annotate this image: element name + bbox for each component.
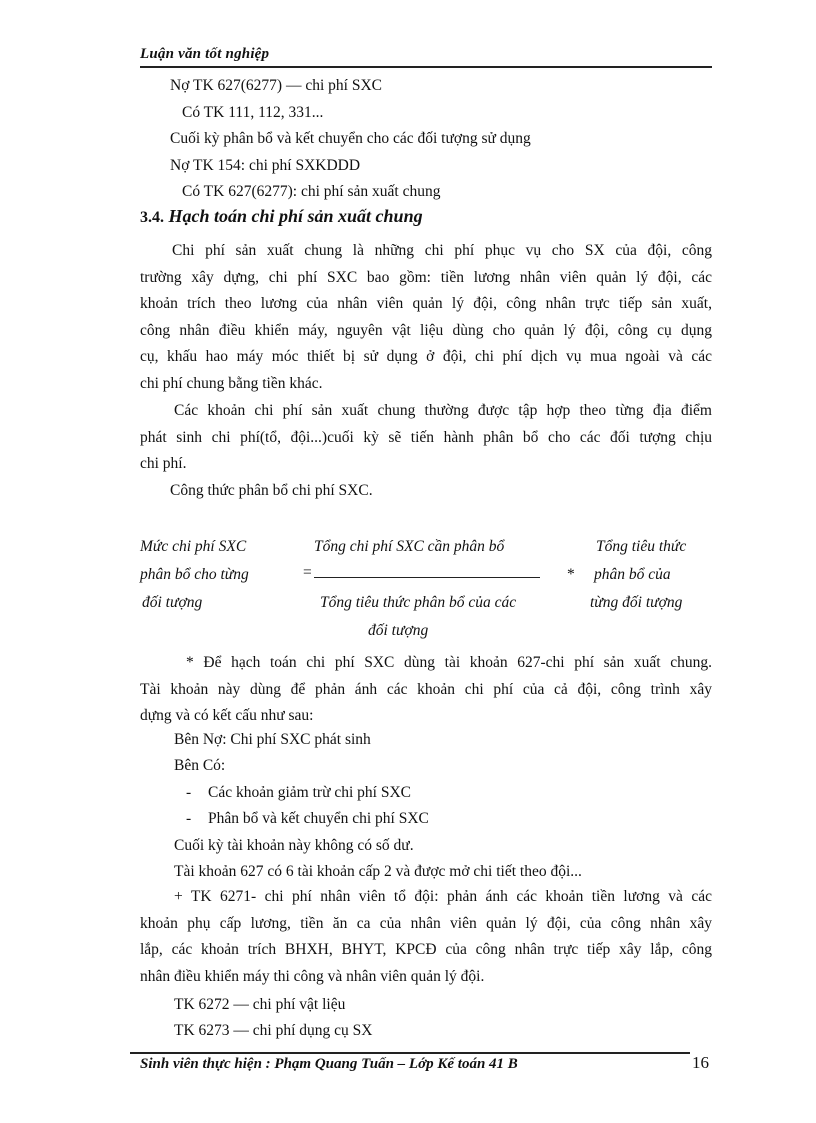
entry-credit-111: Có TK 111, 112, 331... (182, 104, 324, 121)
paragraph-2-line: Các khoản chi phí sản xuất chung thường được tập hợp theo từng địa điểm (174, 402, 712, 419)
section-heading (140, 206, 423, 227)
paragraph-1 (140, 238, 712, 397)
fraction-bar (314, 577, 540, 578)
tk6273-line: TK 6273 — chi phí dụng cụ SX (174, 1022, 373, 1039)
paragraph-4-line: dựng và có kết cấu như sau: (140, 707, 314, 724)
header-title: Luận văn tốt nghiệp (140, 46, 270, 62)
page-number: 16 (692, 1053, 709, 1072)
end-balance-note: Cuối kỳ tài khoản này không có số dư. (174, 837, 414, 854)
paragraph-5-line: nhân điều khiển máy thi công và nhân viên quản lý đội. (140, 967, 485, 985)
paragraph-4-line: * Để hạch toán chi phí SXC dùng tài khoản 627-chi phí sản xuất chung. (186, 654, 712, 671)
formula-intro: Công thức phân bổ chi phí SXC. (170, 482, 373, 499)
formula-denominator-line-1: Tổng tiêu thức phân bổ của các (320, 594, 517, 611)
paragraph-1-line: Chi phí sản xuất chung là những chi phí phục vụ cho SX của đội, công (172, 242, 712, 259)
entry-credit-6277: Có TK 627(6277): chi phí sản xuất chung (182, 183, 441, 200)
formula-right-line-1: Tổng tiêu thức (596, 538, 687, 555)
formula-left-line-2: phân bổ cho từng (140, 566, 249, 583)
paragraph-5-line: + TK 6271- chi phí nhân viên tổ đội: phản ánh các khoản tiền lương và các (174, 888, 712, 905)
paragraph-2 (140, 398, 712, 478)
sub-accounts-note: Tài khoản 627 có 6 tài khoản cấp 2 và được mở chi tiết theo đội... (174, 863, 582, 880)
tk6272-line: TK 6272 — chi phí vật liệu (174, 996, 346, 1013)
paragraph-5-line: lắp, các khoản trích BHXH, BHYT, KPCĐ của công nhân trực tiếp xây lắp, công (140, 941, 712, 958)
paragraph-1-line: chi phí chung bằng tiền khác. (140, 374, 323, 392)
formula-numerator: Tổng chi phí SXC cần phân bổ (314, 538, 505, 555)
footer-rule (130, 1052, 690, 1054)
paragraph-5 (140, 884, 712, 990)
paragraph-5-line: khoản phụ cấp lương, tiền ăn ca của nhân viên quản lý đội, của công nhân xây (140, 914, 712, 932)
paragraph-1-line: công nhân điều khiển máy, nguyên vật liệu dùng cho quản lý đội, công cụ dụng (140, 321, 712, 339)
formula-equals: = (303, 564, 312, 581)
formula-left-line-3: đối tượng (142, 594, 203, 611)
formula-left-line-1: Mức chi phí SXC (140, 538, 247, 555)
entry-debit-154: Nợ TK 154: chi phí SXKDDD (170, 157, 361, 174)
formula-right-line-2: phân bổ của (594, 566, 671, 583)
bullet-mark: - (186, 784, 192, 801)
debit-side: Bên Nợ: Chi phí SXC phát sinh (174, 731, 371, 748)
bullet-item: Phân bổ và kết chuyển chi phí SXC (208, 810, 429, 827)
paragraph-2-line: phát sinh chi phí(tổ, đội...)cuối kỳ sẽ tiến hành phân bổ cho các đối tượng chịu (140, 428, 712, 446)
bullet-item: Các khoản giảm trừ chi phí SXC (208, 784, 411, 801)
section-title: Hạch toán chi phí sản xuất chung (168, 206, 423, 226)
paragraph-1-line: khoản trích theo lương của nhân viên quản lý đội, công nhân trực tiếp sản xuất, (140, 295, 712, 312)
formula-multiply: * (567, 566, 575, 583)
header-rule (140, 66, 712, 68)
formula-right-line-3: từng đối tượng (590, 594, 683, 611)
paragraph-4 (140, 650, 712, 730)
paragraph-1-line: cụ, khấu hao máy móc thiết bị sử dụng ở đội, chi phí dịch vụ mua ngoài và các (140, 348, 712, 365)
entry-debit-6277: Nợ TK 627(6277) — chi phí SXC (170, 77, 382, 94)
entry-period-end: Cuối kỳ phân bổ và kết chuyển cho các đối tượng sử dụng (170, 130, 531, 147)
paragraph-4-line: Tài khoản này dùng để phản ánh các khoản chi phí của cả đội, công trình xây (140, 680, 712, 698)
paragraph-2-line: chi phí. (140, 455, 187, 472)
bullet-mark: - (186, 810, 192, 827)
paragraph-1-line: trường xây dựng, chi phí SXC bao gồm: tiền lương nhân viên quản lý đội, các (140, 268, 712, 286)
footer-author: Sinh viên thực hiện : Phạm Quang Tuấn – Lớp Kế toán 41 B (140, 1056, 518, 1072)
formula-denominator-line-2: đối tượng (368, 622, 429, 639)
credit-side: Bên Có: (174, 757, 226, 774)
section-number: 3.4. (140, 209, 164, 226)
